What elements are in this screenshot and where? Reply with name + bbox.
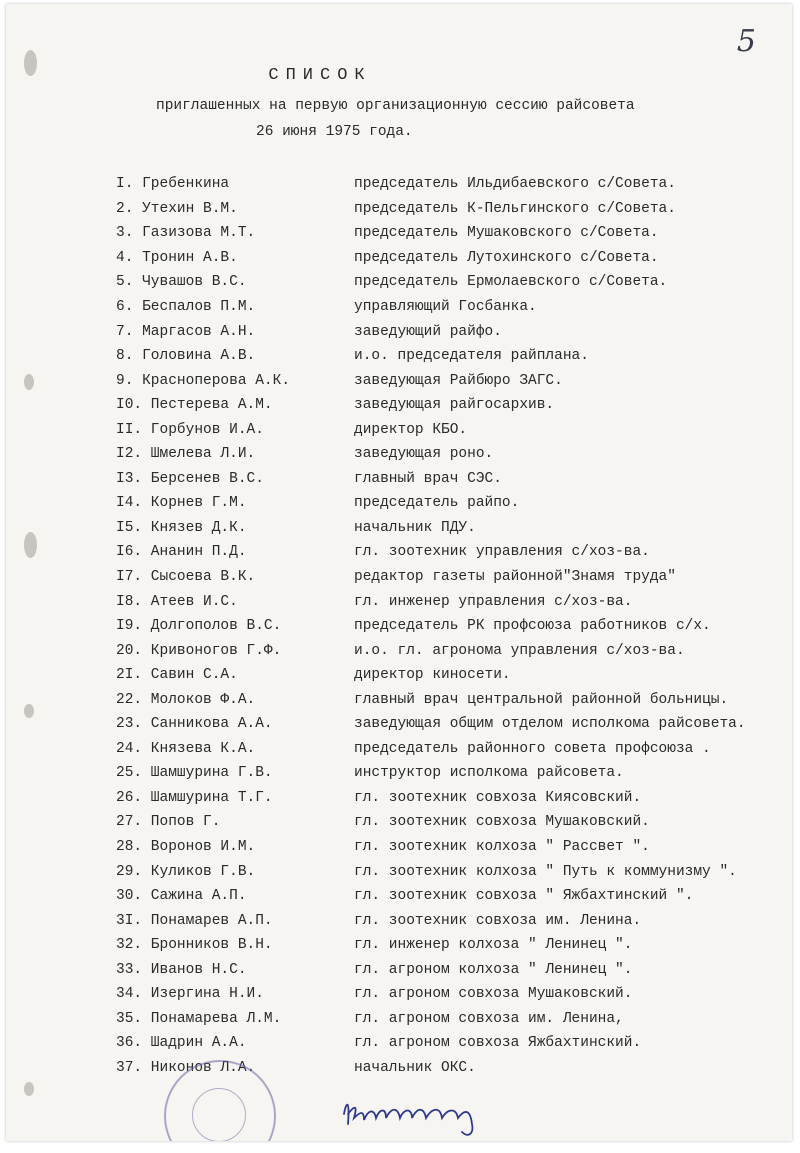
invitee-position: гл. зоотехник совхоза им. Ленина. <box>354 912 642 929</box>
list-item <box>116 295 746 320</box>
invitee-position: заведующая Райбюро ЗАГС. <box>354 372 563 389</box>
list-item <box>116 884 746 909</box>
punch-hole <box>24 532 37 558</box>
invitee-name: 20. Кривоногов Г.Ф. <box>116 642 282 659</box>
invitee-name: 3I. Понамарев А.П. <box>116 912 273 929</box>
list-item <box>116 565 746 590</box>
list-item <box>116 761 746 786</box>
list-item <box>116 467 746 492</box>
invitee-name: 35. Понамарева Л.М. <box>116 1010 282 1027</box>
invitee-name: 3. Газизова М.Т. <box>116 225 256 242</box>
list-item <box>116 1031 746 1056</box>
invitee-name: 32. Бронников В.Н. <box>116 937 273 954</box>
list-item <box>116 516 746 541</box>
document-date: 26 июня 1975 года. <box>256 124 413 140</box>
invitee-name: 2. Утехин В.М. <box>116 200 238 217</box>
invitee-name: I4. Корнев Г.М. <box>116 495 247 512</box>
list-item <box>116 270 746 295</box>
invitee-name: 4. Тронин А.В. <box>116 249 238 266</box>
invitee-name: 6. Беспалов П.М. <box>116 299 256 315</box>
invitee-position: гл. инженер управления с/хоз-ва. <box>354 593 633 610</box>
document-page <box>6 4 792 1141</box>
invitee-list <box>116 172 746 1080</box>
invitee-position: управляющий Госбанка. <box>354 299 537 315</box>
punch-hole <box>24 1082 34 1096</box>
invitee-position: директор киносети. <box>354 667 511 684</box>
invitee-position: и.о. гл. агронома управления с/хоз-ва. <box>354 642 685 659</box>
invitee-position: председатель Ильдибаевского с/Совета. <box>354 176 676 193</box>
invitee-position: заведующая райгосархив. <box>354 397 555 414</box>
invitee-name: 26. Шамшурина Т.Г. <box>116 789 273 806</box>
list-item <box>116 172 746 197</box>
invitee-name: 28. Воронов И.М. <box>116 839 256 856</box>
invitee-name: 30. Сажина А.П. <box>116 888 247 905</box>
invitee-position: гл. агроном совхоза Мушаковский. <box>354 986 633 1003</box>
list-item <box>116 810 746 835</box>
punch-hole <box>24 704 34 718</box>
invitee-position: председатель К-Пельгинского с/Совета. <box>354 200 676 217</box>
invitee-name: 34. Изергина Н.И. <box>116 986 264 1003</box>
invitee-name: 2I. Савин С.А. <box>116 667 238 684</box>
list-item <box>116 908 746 933</box>
document-title: СПИСОК <box>268 66 372 85</box>
invitee-name: I2. Шмелева Л.И. <box>116 446 256 463</box>
invitee-name: I. Гребенкина <box>116 176 230 193</box>
list-item <box>116 687 746 712</box>
invitee-position: начальник ОКС. <box>354 1059 476 1076</box>
invitee-name: 23. Санникова А.А. <box>116 716 273 733</box>
invitee-name: 7. Маргасов А.Н. <box>116 323 256 340</box>
list-item <box>116 319 746 344</box>
list-item <box>116 344 746 369</box>
invitee-position: главный врач СЭС. <box>354 470 502 487</box>
invitee-name: I6. Ананин П.Д. <box>116 544 247 561</box>
invitee-name: I3. Берсенев В.С. <box>116 470 264 487</box>
invitee-position: заведующая общим отделом исполкома райсовета. <box>354 716 746 733</box>
list-item <box>116 933 746 958</box>
page-number: 5 <box>736 24 756 59</box>
invitee-position: заведующий райфо. <box>354 323 502 340</box>
list-item <box>116 491 746 516</box>
invitee-name: I8. Атеев И.С. <box>116 593 238 610</box>
invitee-name: 9. Красноперова А.К. <box>116 372 291 389</box>
list-item <box>116 197 746 222</box>
list-item <box>116 393 746 418</box>
list-item <box>116 712 746 737</box>
invitee-name: I0. Пестерева А.М. <box>116 397 273 414</box>
invitee-position: гл. зоотехник колхоза " Путь к коммунизму ". <box>354 863 737 880</box>
list-item <box>116 246 746 271</box>
invitee-name: II. Горбунов И.А. <box>116 421 264 438</box>
list-item <box>116 835 746 860</box>
invitee-position: начальник ПДУ. <box>354 519 476 536</box>
invitee-name: I9. Долгополов В.С. <box>116 618 282 635</box>
invitee-position: председатель Ермолаевского с/Совета. <box>354 274 668 291</box>
invitee-position: заведующая роно. <box>354 446 494 463</box>
invitee-name: I7. Сысоева В.К. <box>116 569 256 586</box>
invitee-position: гл. инженер колхоза " Ленинец ". <box>354 937 633 954</box>
list-item <box>116 859 746 884</box>
list-item <box>116 614 746 639</box>
invitee-name: 37. Никонов Л.А. <box>116 1059 256 1076</box>
invitee-position: гл. зоотехник совхоза " Яжбахтинский ". <box>354 888 694 905</box>
invitee-position: гл. зоотехник совхоза Мушаковский. <box>354 814 650 831</box>
list-item <box>116 442 746 467</box>
list-item <box>116 638 746 663</box>
invitee-position: и.о. председателя райплана. <box>354 348 589 365</box>
list-item <box>116 540 746 565</box>
invitee-name: 22. Молоков Ф.А. <box>116 691 256 708</box>
invitee-position: председатель Мушаковского с/Совета. <box>354 225 659 242</box>
invitee-position: гл. зоотехник управления с/хоз-ва. <box>354 544 650 561</box>
invitee-position: гл. агроном совхоза им. Ленина, <box>354 1010 624 1027</box>
invitee-position: гл. агроном совхоза Яжбахтинский. <box>354 1035 642 1052</box>
invitee-name: I5. Князев Д.К. <box>116 519 247 536</box>
stamp-emblem <box>192 1088 246 1141</box>
document-subtitle: приглашенных на первую организационную сессию райсовета <box>156 98 635 114</box>
invitee-name: 36. Шадрин А.А. <box>116 1035 247 1052</box>
list-item <box>116 589 746 614</box>
list-item <box>116 737 746 762</box>
invitee-name: 33. Иванов Н.С. <box>116 961 247 978</box>
invitee-position: директор КБО. <box>354 421 468 438</box>
invitee-name: 27. Попов Г. <box>116 814 221 831</box>
invitee-position: председатель РК профсоюза работников с/х. <box>354 618 711 635</box>
handwritten-signature <box>336 1084 516 1141</box>
invitee-position: инструктор исполкома райсовета. <box>354 765 624 782</box>
invitee-position: редактор газеты районной"Знамя труда" <box>354 569 676 586</box>
invitee-position: председатель райпо. <box>354 495 520 512</box>
invitee-name: 5. Чувашов В.С. <box>116 274 247 291</box>
invitee-position: гл. зоотехник колхоза " Рассвет ". <box>354 839 650 856</box>
invitee-position: главный врач центральной районной больницы. <box>354 691 729 708</box>
list-item <box>116 663 746 688</box>
invitee-name: 25. Шамшурина Г.В. <box>116 765 273 782</box>
list-item <box>116 786 746 811</box>
invitee-name: 29. Куликов Г.В. <box>116 863 256 880</box>
list-item <box>116 982 746 1007</box>
invitee-name: 24. Князева К.А. <box>116 740 256 757</box>
punch-hole <box>24 374 34 390</box>
invitee-position: гл. агроном колхоза " Ленинец ". <box>354 961 633 978</box>
list-item <box>116 958 746 983</box>
invitee-position: председатель Лутохинского с/Совета. <box>354 249 659 266</box>
invitee-position: председатель районного совета профсоюза . <box>354 740 711 757</box>
invitee-name: 8. Головина А.В. <box>116 348 256 365</box>
list-item <box>116 1007 746 1032</box>
list-item <box>116 417 746 442</box>
list-item <box>116 368 746 393</box>
invitee-position: гл. зоотехник совхоза Киясовский. <box>354 789 642 806</box>
list-item <box>116 221 746 246</box>
